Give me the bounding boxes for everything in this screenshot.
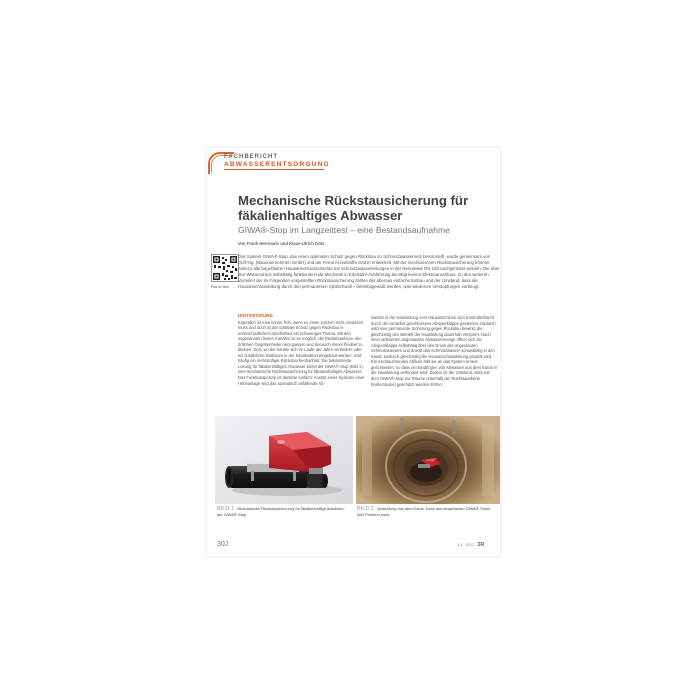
body-text-left: Eigentlich ist man immer froh, wenn es einen solchen nicht einsetzen muss und doch ist der optimale Schutz gegen Rückstau in unterschiedlichen Abschnitten ein schwieriges Thema. Mit den sogenannten festen Kanälen ist es möglich, die Rückstauebene den örtlichen Gegebenheiten anzupassen und dennoch immer flexibel zu bleiben. Dort, wo die Kanäle sich im Laufe der Jahre verändern oder wo zusätzliche Stationen in der Kanalisation eingebaut werden, wird häufig ein mehrstufiger Rückstau beobachtet. Die bekannteste Lösung für fäkalienhaltiges Abwasser bietet der GIWA®-Stop (Bild 1), eine mechanische Rückstausicherung für fäkalienhaltiges Abwasser. Das Funktionsprinzip ist denkbar einfach: Anstatt eines Systems einer Hebeanlage wird das sporadisch anfallende Ab- [238, 319, 365, 386]
issue-info [457, 542, 484, 548]
figure-2-caption [357, 506, 497, 517]
giwa-stop-device-image [215, 416, 353, 504]
section-heading: HINTERGRUND [238, 313, 274, 318]
publication-mark: 3R [477, 542, 485, 548]
qr-code-graphic [212, 255, 238, 281]
figure-1-caption [217, 506, 347, 517]
section-category: ABWASSERENTSORGUNG [224, 161, 330, 168]
figure-1-text: Mechanische Rückstausicherung für fäkalienhaltige Abwässer: der GIWA®-Stop [217, 506, 345, 517]
figure-2-photo [356, 416, 500, 504]
qr-caption: Plus im Web [211, 285, 229, 289]
figure-1-label: BILD 1 [217, 506, 235, 512]
body-column-right [371, 315, 498, 387]
section-kicker: FACHBERICHT [224, 154, 278, 160]
body-column-left [238, 313, 365, 386]
section-header [208, 152, 348, 172]
article-byline: Von Frank Herrmann und Klaus-Ulrich Götz [238, 241, 325, 246]
page-number: 302 [217, 541, 229, 548]
figure-1-photo [215, 416, 353, 504]
article-lead: Das System GIWA®-Stop, das einen optimalen Schutz gegen Rückstau im Schmutzwassernetz bereit stellt, wurde gemeinsam von Duff-Ing. (Bauunternehmen GmbH) und der Firma Kunststoffe GmbH entwickelt. Mit der mechanischen Rückstausicherung können nahezu alle begehbaren Hausanschlussschächte mit Schmutzwasserleitungen in der Nennweite DN 150 nachgerüstet werden. Die über den Wasserdruck selbsttätig funktionierende Mechanik in Edelstahl-Ausführung benötigt keinen Elektroanschluss. Zu den weiteren Vorteilen der im Folgenden vorgestellten Rückstausicherung zählen der überaus einfache Einbau und der Umstand, dass die Hausanschlussleitung durch den permanenten Spülschwall – betriebsgewollt werden, was wiederum Verstopfungen vorbeugt. [238, 254, 500, 290]
article-title: Mechanische Rückstausicherung für fäkalienhaltiges Abwasser [238, 193, 469, 223]
figure-2-label: BILD 2 [357, 506, 375, 512]
body-text-right: wasser in der Hausleitung vom Hausanschluss zum Kontrollschacht durch die zunächst geschlossene Absperrklappe gestemmt. Dadurch wird eine permanente Sicherung gegen Rückstau bewirkt, die gleichzeitig den Betrieb der Hausleitung dauerhaft versperrt. Nach einer definierten angestauten Abwassermenge öffnet sich die Absperrklappe selbsttätig über den Druck des angestauten Schmutzwassers und drückt das Schmutzwasser schwallartig in den Kanal, wodurch gleichzeitig die Hausanschlussleitung gespült wird. Ein nachtauchendes Abfluss hält sie an das System erneut geschlossen, so dass ein Eindringen von Abwasser aus dem Kanal in die Hausleitung verhindert wird. Zudem ist der Umstand, dass mit dem GIWA®-Stop nur Räume unterhalb der Rückstauebene (Kellerräume) geschützt werden dürfen. [371, 315, 497, 387]
magazine-page [207, 148, 500, 556]
issue-date: 3-4 · 2012 [457, 543, 475, 547]
article-subtitle: GIWA®-Stop im Langzeittest – eine Bestandsaufnahme [238, 225, 450, 235]
figure-2-text: Abdichtung aus dem Kanal: Dank des eingebauten GIWA®-Stops kein Problem mehr [357, 506, 491, 517]
manhole-shaft-image [356, 416, 500, 504]
section-underline [224, 169, 324, 170]
qr-code-icon[interactable] [211, 254, 239, 282]
